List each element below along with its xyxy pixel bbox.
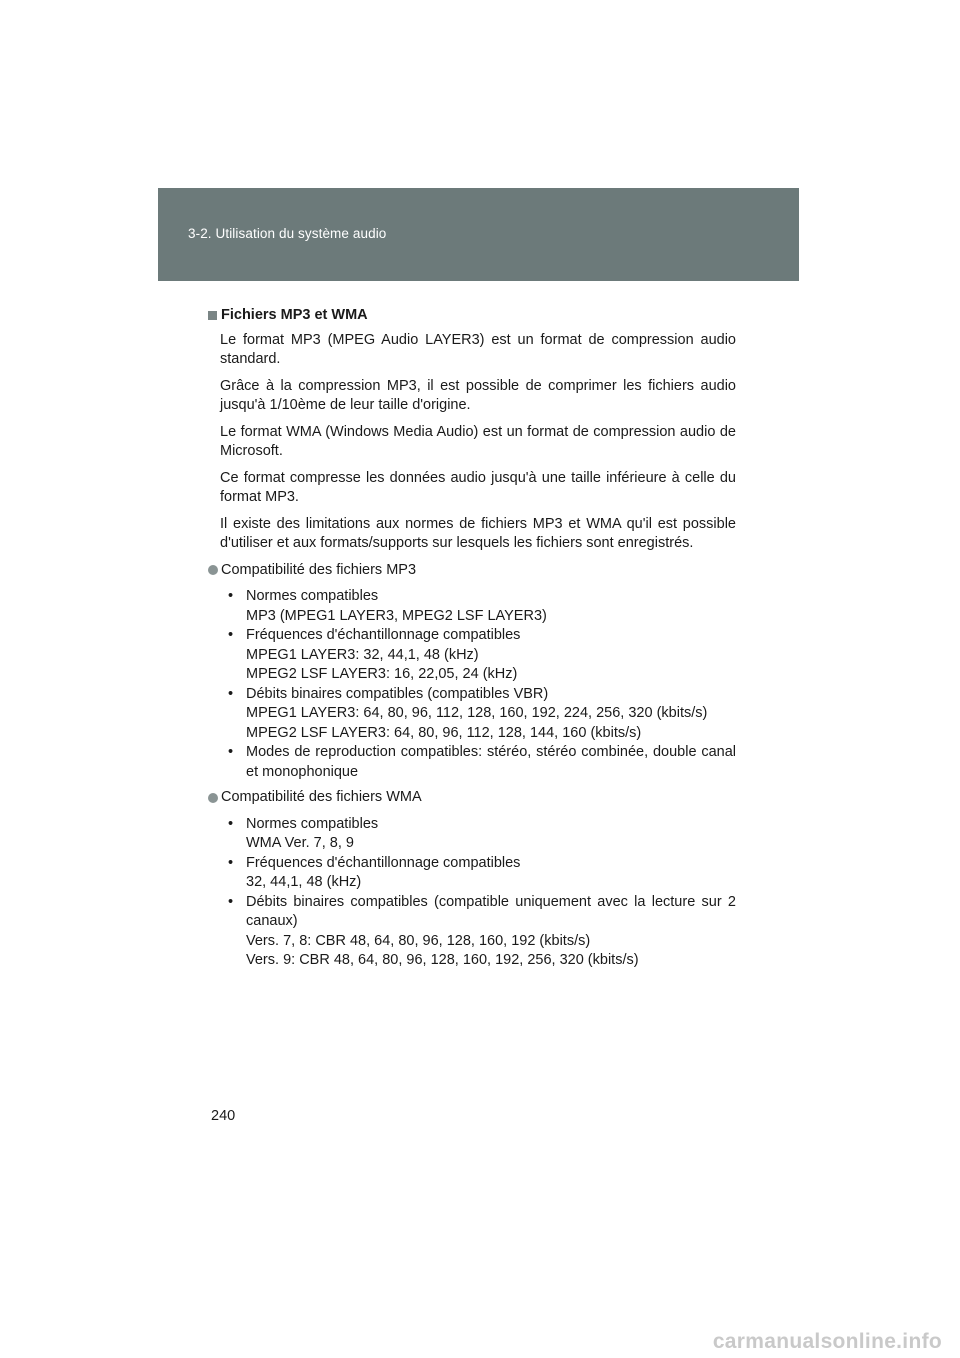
item-line: MPEG1 LAYER3: 64, 80, 96, 112, 128, 160, 192, 224, 256, 320 (kbits/s) bbox=[246, 705, 708, 721]
list-item bbox=[228, 854, 736, 893]
item-line: MPEG2 LSF LAYER3: 64, 80, 96, 112, 128, 144, 160 (kbits/s) bbox=[246, 724, 642, 741]
item-line: MP3 (MPEG1 LAYER3, MPEG2 LSF LAYER3) bbox=[246, 607, 547, 624]
bullet-icon: • bbox=[228, 627, 234, 643]
paragraph: Ce format compresse les données audio jusqu'à une taille inférieure à celle du format MP3. bbox=[220, 469, 736, 505]
bullet-icon: • bbox=[228, 815, 234, 832]
list-item bbox=[228, 587, 736, 626]
list-item bbox=[228, 743, 736, 782]
paragraph: Il existe des limitations aux normes de fichiers MP3 et WMA qu'il est possible d'utiliser et aux formats/supports sur lesquels les fichiers sont enregistrés. bbox=[220, 515, 736, 551]
square-bullet-icon bbox=[208, 311, 217, 320]
paragraph: Le format WMA (Windows Media Audio) est un format de compression audio de Microsoft. bbox=[220, 423, 736, 459]
item-line: MPEG2 LSF LAYER3: 16, 22,05, 24 (kHz) bbox=[246, 666, 518, 682]
item-line: Vers. 7, 8: CBR 48, 64, 80, 96, 128, 160, 192 (kbits/s) bbox=[246, 932, 591, 949]
bullet-icon: • bbox=[228, 588, 234, 604]
bullet-icon: • bbox=[228, 854, 234, 871]
item-title: Fréquences d'échantillonnage compatibles bbox=[246, 627, 521, 643]
list-item bbox=[228, 815, 736, 854]
item-line: Vers. 9: CBR 48, 64, 80, 96, 128, 160, 192, 256, 320 (kbits/s) bbox=[246, 952, 639, 968]
item-title: Normes compatibles bbox=[246, 815, 379, 832]
bullet-icon: • bbox=[228, 744, 234, 760]
section-title: Fichiers MP3 et WMA bbox=[221, 307, 368, 323]
section-heading bbox=[208, 306, 736, 326]
item-line: MPEG1 LAYER3: 32, 44,1, 48 (kHz) bbox=[246, 646, 479, 663]
list-item bbox=[228, 893, 736, 971]
wma-heading: Compatibilité des fichiers WMA bbox=[221, 789, 422, 805]
watermark: carmanualsonline.info bbox=[712, 1330, 942, 1353]
page-number: 240 bbox=[211, 1108, 236, 1124]
circle-bullet-icon bbox=[208, 793, 218, 803]
list-item bbox=[228, 626, 736, 685]
item-title: Débits binaires compatibles (compatibles VBR) bbox=[246, 685, 549, 702]
circle-bullet-icon bbox=[208, 565, 218, 575]
wma-list bbox=[228, 815, 736, 971]
paragraph: Grâce à la compression MP3, il est possible de comprimer les fichiers audio jusqu'à 1/10ème de leur taille d'origine. bbox=[220, 377, 736, 413]
item-line: WMA Ver. 7, 8, 9 bbox=[246, 835, 354, 851]
wma-subheading bbox=[208, 788, 736, 808]
bullet-icon: • bbox=[228, 893, 234, 910]
item-title: Modes de reproduction compatibles: stéréo, stéréo combinée, double canal et monophonique bbox=[246, 744, 736, 780]
item-title: Débits binaires compatibles (compatible uniquement avec la lecture sur 2 canaux) bbox=[246, 893, 736, 929]
list-item bbox=[228, 685, 736, 744]
mp3-list bbox=[228, 587, 736, 782]
chapter-header bbox=[158, 188, 799, 281]
item-title: Normes compatibles bbox=[246, 588, 379, 604]
page-content bbox=[208, 306, 736, 977]
chapter-title: 3-2. Utilisation du système audio bbox=[188, 226, 387, 241]
item-title: Fréquences d'échantillonnage compatibles bbox=[246, 854, 521, 871]
paragraph: Le format MP3 (MPEG Audio LAYER3) est un format de compression audio standard. bbox=[220, 331, 736, 367]
mp3-heading: Compatibilité des fichiers MP3 bbox=[221, 561, 417, 578]
item-line: 32, 44,1, 48 (kHz) bbox=[246, 874, 362, 890]
bullet-icon: • bbox=[228, 685, 234, 702]
mp3-subheading bbox=[208, 561, 736, 581]
